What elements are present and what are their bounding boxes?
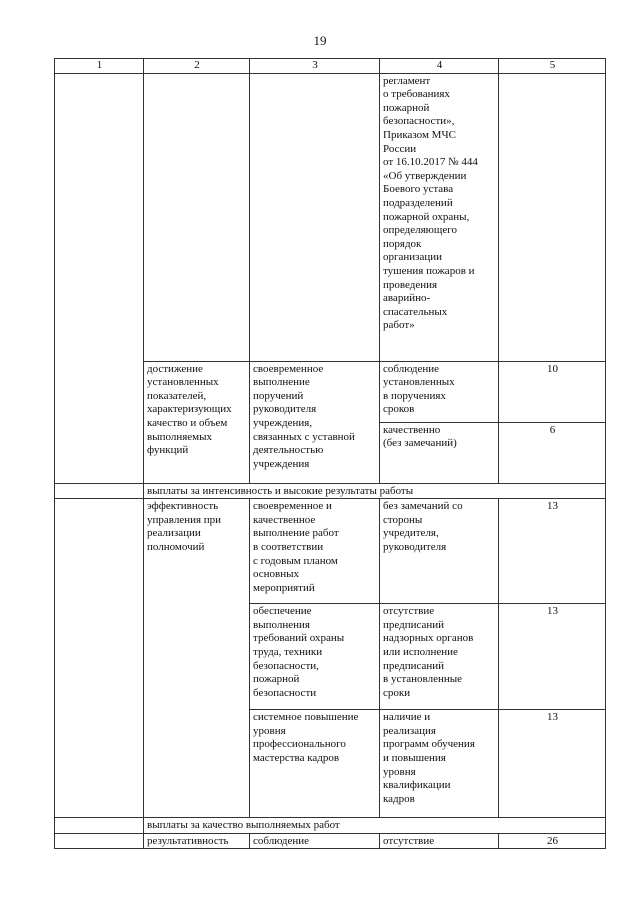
col-header-4: 4 bbox=[380, 59, 499, 74]
cell-points: 10 bbox=[499, 361, 606, 422]
col-header-5: 5 bbox=[499, 59, 606, 74]
cell-empty bbox=[144, 73, 250, 361]
table-row bbox=[55, 833, 606, 849]
col-header-2: 2 bbox=[144, 59, 250, 74]
cell-condition: своевременное и качественное выполнение работ в соответствии с годовым планом основных мероприятий bbox=[250, 499, 380, 604]
col1-cell bbox=[55, 483, 144, 499]
cell-condition: системное повышение уровня профессионального мастерства кадров bbox=[250, 710, 380, 818]
cell-criterion: эффективность управления при реализации полномочий bbox=[144, 499, 250, 818]
cell-indicator: соблюдение установленных в поручениях сроков bbox=[380, 361, 499, 422]
section-row bbox=[55, 483, 606, 499]
section-row bbox=[55, 818, 606, 834]
cell-indicator: регламент о требованиях пожарной безопасности», Приказом МЧС России от 16.10.2017 № 444 «Об утверждении Боевого устава подразделений пожарной охраны, определяющего порядок организации тушения пожаров и проведения аварийно- спасательных работ» bbox=[380, 73, 499, 361]
cell-indicator: отсутствие предписаний надзорных органов или исполнение предписаний в установленные сроки bbox=[380, 604, 499, 710]
table-row bbox=[55, 499, 606, 604]
cell-indicator: качественно (без замечаний) bbox=[380, 422, 499, 483]
cell-criterion: результативность bbox=[144, 833, 250, 849]
cell-condition: соблюдение bbox=[250, 833, 380, 849]
cell-points: 26 bbox=[499, 833, 606, 849]
col-header-1: 1 bbox=[55, 59, 144, 74]
col-header-3: 3 bbox=[250, 59, 380, 74]
section-title: выплаты за качество выполняемых работ bbox=[144, 818, 606, 834]
cell-indicator: без замечаний со стороны учредителя, руководителя bbox=[380, 499, 499, 604]
cell-empty bbox=[499, 73, 606, 361]
cell-condition: своевременное выполнение поручений руководителя учреждения, связанных с уставной деятельностью учреждения bbox=[250, 361, 380, 483]
criteria-table bbox=[54, 58, 606, 849]
cell-indicator: отсутствие bbox=[380, 833, 499, 849]
col1-cell-merged bbox=[55, 73, 144, 483]
cell-condition: обеспечение выполнения требований охраны труда, техники безопасности, пожарной безопасности bbox=[250, 604, 380, 710]
col1-cell bbox=[55, 833, 144, 849]
col1-cell bbox=[55, 818, 144, 834]
col1-cell-merged bbox=[55, 499, 144, 818]
cell-indicator: наличие и реализация программ обучения и повышения уровня квалификации кадров bbox=[380, 710, 499, 818]
cell-points: 13 bbox=[499, 710, 606, 818]
page-number: 19 bbox=[313, 33, 327, 48]
table-row bbox=[55, 73, 606, 361]
section-title: выплаты за интенсивность и высокие результаты работы bbox=[144, 483, 606, 499]
cell-points: 6 bbox=[499, 422, 606, 483]
header-row bbox=[55, 59, 606, 74]
cell-criterion: достижение установленных показателей, характеризующих качество и объем выполняемых функций bbox=[144, 361, 250, 483]
cell-points: 13 bbox=[499, 499, 606, 604]
cell-points: 13 bbox=[499, 604, 606, 710]
cell-empty bbox=[250, 73, 380, 361]
